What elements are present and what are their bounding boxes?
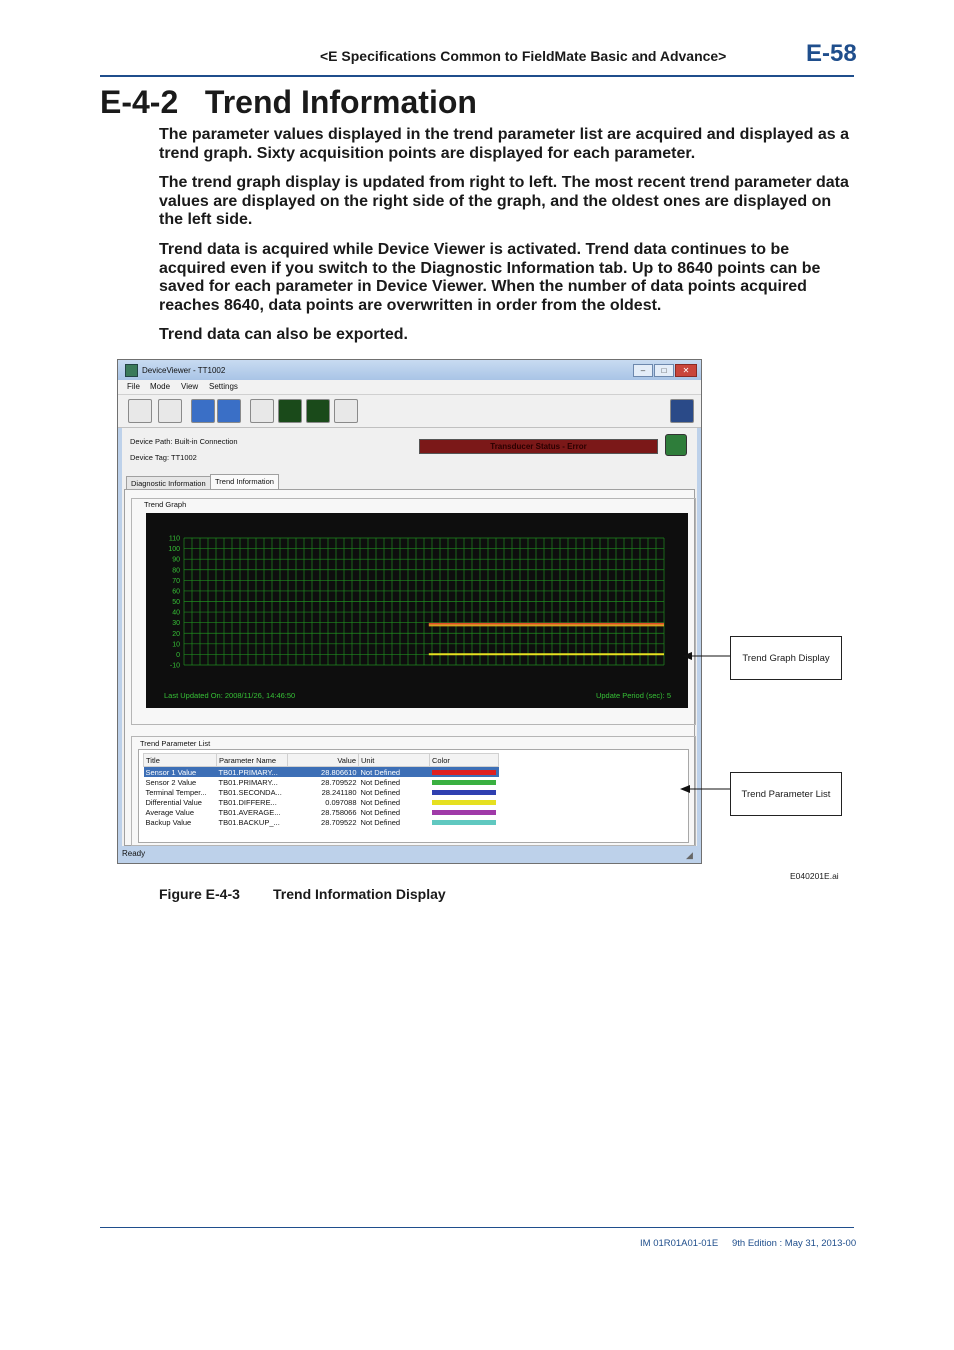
row-parameter-name: TB01.BACKUP_... [218,817,280,827]
row-unit: Not Defined [360,777,401,787]
image-id: E040201E.ai [790,871,839,881]
row-unit: Not Defined [360,797,401,807]
row-unit: Not Defined [360,787,401,797]
section-title: E-4-2 Trend Information [100,84,477,120]
figure-title: Trend Information Display [273,886,446,902]
graph-arrow-head [682,652,692,660]
chapter-header: <E Specifications Common to FieldMate Basic and Advance> [320,48,727,64]
y-tick-label: 90 [172,556,180,564]
transducer-status-badge: Transducer Status - Error [419,439,658,454]
row-title: Backup Value [145,817,192,827]
row-title: Sensor 1 Value [144,767,217,778]
trend-graph-label: Trend Graph [144,500,187,509]
page-number: E-58 [806,40,857,67]
minimize-button[interactable]: – [633,364,653,377]
row-parameter-name: TB01.SECONDA... [218,787,282,797]
row-value: 28.758066 [321,807,357,817]
row-value: 28.709522 [321,817,357,827]
callout-trend-parameter-list: Trend Parameter List [730,772,842,816]
y-tick-label: 30 [172,620,180,628]
footer-rule [100,1227,854,1228]
row-unit: Not Defined [359,767,430,778]
trend-parameter-list-label: Trend Parameter List [140,739,211,748]
col-value[interactable]: Value [288,754,359,767]
y-tick-label: 80 [172,567,180,575]
figure-number: Figure E-4-3 [159,886,240,902]
menu-view[interactable]: View [181,382,199,391]
y-tick-label: 0 [176,651,180,659]
row-title: Differential Value [145,797,202,807]
tab-trend-information[interactable]: Trend Information [210,474,279,489]
y-tick-label: 10 [172,641,180,649]
last-updated-label: Last Updated On: 2008/11/26, 14:46:50 [164,691,296,700]
status-text: Ready [122,849,146,858]
row-value: 28.806610 [288,767,359,778]
y-tick-label: -10 [169,662,180,670]
paragraph-1: The parameter values displayed in the trend parameter list are acquired and displayed as a trend graph. Sixty acquisition points are displayed for each parameter. [159,126,850,162]
list-arrow-head [680,785,690,793]
row-unit: Not Defined [360,817,401,827]
row-unit: Not Defined [360,807,401,817]
row-parameter-name: TB01.PRIMARY... [217,767,288,778]
menu-settings[interactable]: Settings [209,382,238,391]
row-value: 28.709522 [321,777,357,787]
device-path: Device Path: Built-in Connection [130,437,238,446]
row-title: Average Value [145,807,195,817]
document-id: IM 01R01A01-01E [640,1238,719,1249]
row-value: 0.097088 [325,797,357,807]
y-tick-label: 50 [172,599,180,606]
col-unit[interactable]: Unit [359,754,430,767]
resize-grip-icon[interactable]: ◢ [686,850,693,860]
menu-mode[interactable]: Mode [150,382,171,391]
row-parameter-name: TB01.AVERAGE... [218,807,281,817]
paragraph-3: Trend data is acquired while Device Viewer is activated. Trend data continues to be acquired even if you switch to the Diagnostic Information tab. Up to 8640 points can be saved for each parameter in Device Viewer. When the number of data points acquired reaches 8640, data points are overwritten in order from the oldest. [159,241,821,314]
menu-file[interactable]: File [127,382,140,391]
device-tag: Device Tag: TT1002 [130,453,197,462]
maximize-button[interactable]: □ [654,364,674,377]
row-title: Sensor 2 Value [145,777,197,787]
row-title: Terminal Temper... [145,787,207,797]
callout-trend-graph-display: Trend Graph Display [730,636,842,680]
y-tick-label: 70 [172,577,180,585]
col-color[interactable]: Color [430,754,499,767]
paragraph-4: Trend data can also be exported. [159,326,408,343]
row-parameter-name: TB01.DIFFERE... [218,797,277,807]
tab-diagnostic-information[interactable]: Diagnostic Information [126,476,211,491]
y-tick-label: 20 [172,630,180,638]
row-value: 28.241180 [321,787,357,797]
col-parameter-name[interactable]: Parameter Name [217,754,288,767]
y-tick-label: 100 [168,546,180,554]
y-tick-label: 110 [168,535,180,543]
col-title[interactable]: Title [144,754,217,767]
y-tick-label: 40 [172,609,180,617]
close-button[interactable]: ✕ [675,364,697,377]
edition-info: 9th Edition : May 31, 2013-00 [732,1238,857,1249]
window-title: DeviceViewer - TT1002 [142,366,226,375]
update-period-label: Update Period (sec): 5 [595,691,671,700]
row-parameter-name: TB01.PRIMARY... [218,777,278,787]
y-tick-label: 60 [172,588,180,596]
paragraph-2: The trend graph display is updated from right to left. The most recent trend parameter data values are displayed on the right side of the graph, and the oldest ones are displayed on the left side. [159,174,849,228]
